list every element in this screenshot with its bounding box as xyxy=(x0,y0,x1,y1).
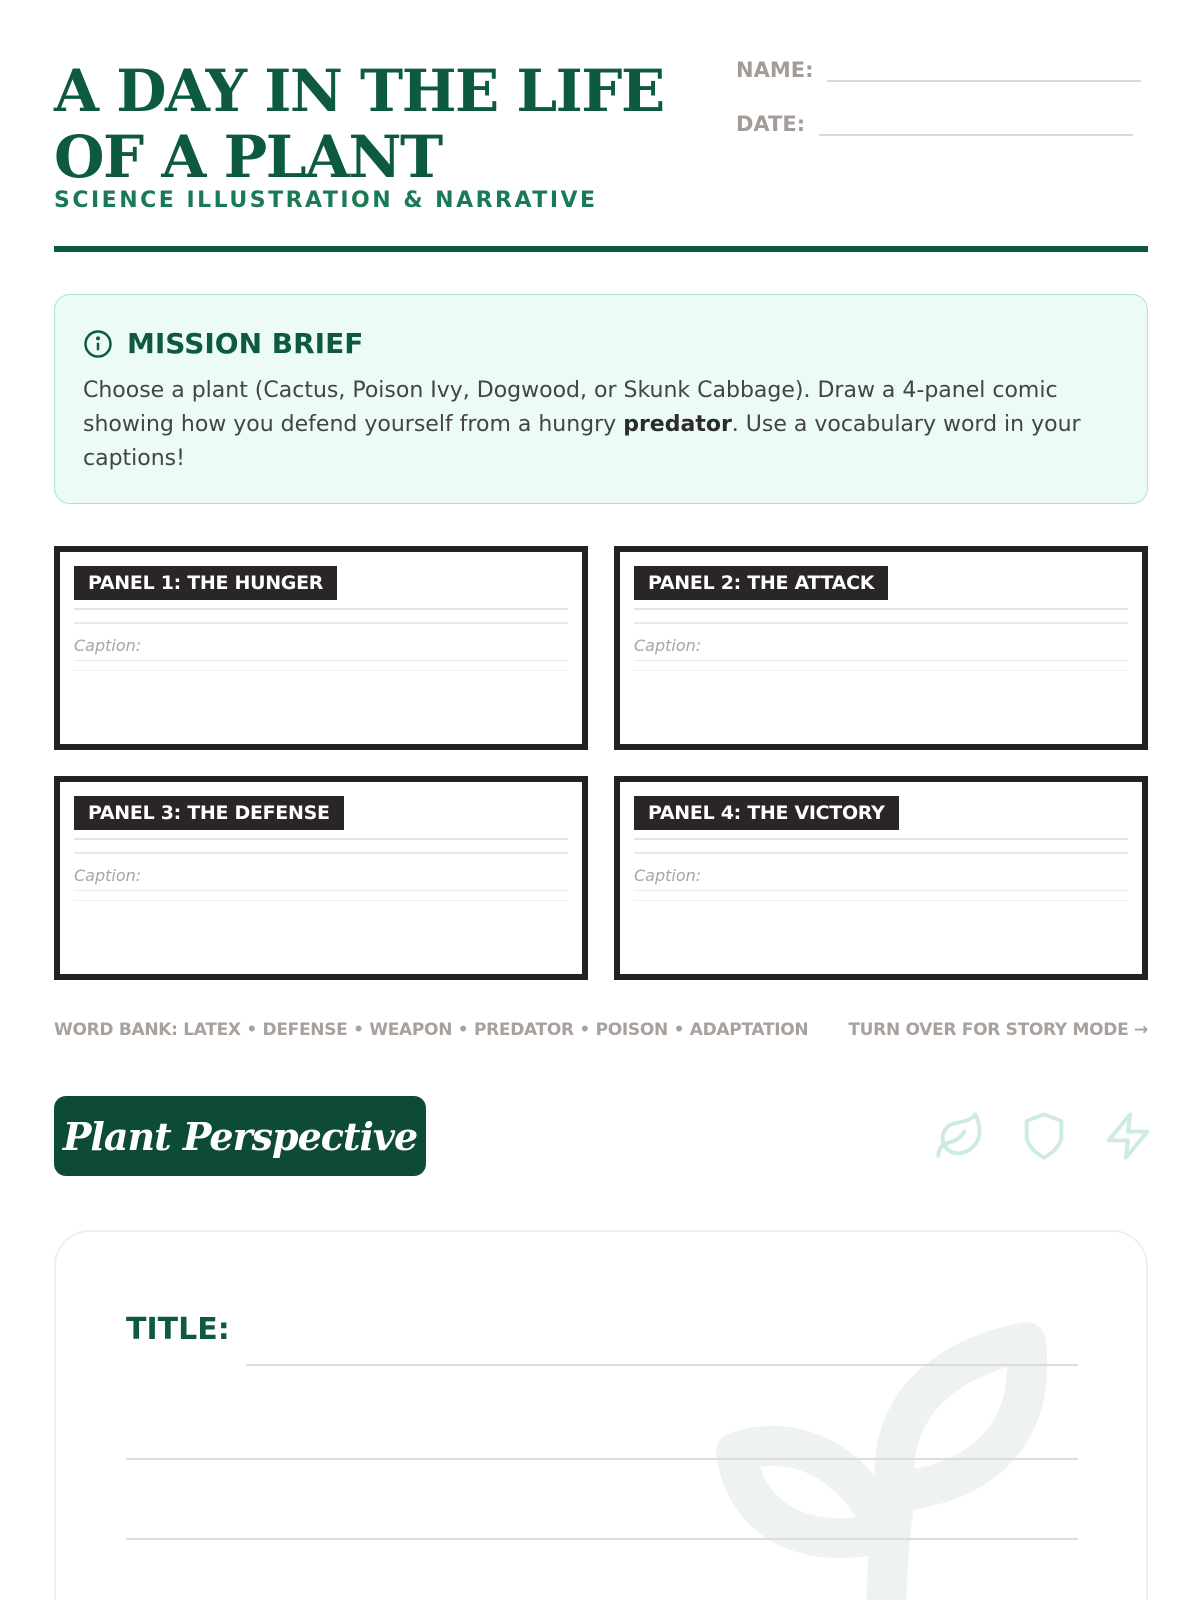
panel-line xyxy=(634,838,1128,840)
panel-line xyxy=(74,838,568,840)
worksheet-header xyxy=(54,57,1148,213)
page-subtitle: SCIENCE ILLUSTRATION & NARRATIVE xyxy=(54,188,598,213)
sprout-watermark-icon xyxy=(706,1302,1066,1600)
plant-perspective-badge xyxy=(54,1096,426,1176)
panel-line xyxy=(74,852,568,854)
brief-header xyxy=(83,327,1119,360)
comic-panel-2[interactable] xyxy=(614,546,1148,750)
caption-line[interactable] xyxy=(74,670,568,671)
brief-text-bold: predator xyxy=(623,412,732,437)
name-label: NAME: xyxy=(736,58,814,82)
caption-line[interactable] xyxy=(634,900,1128,901)
panel-line xyxy=(74,622,568,624)
caption-line[interactable] xyxy=(634,660,1128,661)
turn-over-note: TURN OVER FOR STORY MODE → xyxy=(848,1020,1148,1040)
panel-label: PANEL 2: THE ATTACK xyxy=(634,566,888,600)
name-line[interactable] xyxy=(827,80,1141,82)
panel-line xyxy=(634,852,1128,854)
header-divider xyxy=(54,246,1148,252)
title-input-line[interactable] xyxy=(246,1364,1078,1366)
caption-line[interactable] xyxy=(74,890,568,891)
word-bank: WORD BANK: LATEX • DEFENSE • WEAPON • PREDATOR • POISON • ADAPTATION xyxy=(54,1020,809,1040)
caption-line[interactable] xyxy=(74,900,568,901)
comic-panel-4[interactable] xyxy=(614,776,1148,980)
panel-label: PANEL 1: THE HUNGER xyxy=(74,566,337,600)
date-line[interactable] xyxy=(819,134,1133,136)
brief-title: MISSION BRIEF xyxy=(127,327,364,360)
date-field[interactable] xyxy=(736,112,1133,136)
story-writing-line[interactable] xyxy=(126,1458,1078,1460)
caption-line[interactable] xyxy=(74,660,568,661)
panel-label: PANEL 4: THE VICTORY xyxy=(634,796,899,830)
panel-label: PANEL 3: THE DEFENSE xyxy=(74,796,344,830)
decor-icons xyxy=(934,1110,1154,1162)
comic-panel-1[interactable] xyxy=(54,546,588,750)
panel-line xyxy=(634,622,1128,624)
caption-label: Caption: xyxy=(74,636,142,655)
lightning-icon xyxy=(1102,1110,1154,1162)
story-writing-line[interactable] xyxy=(126,1538,1078,1540)
page-title: A DAY IN THE LIFE OF A PLANT xyxy=(54,57,664,191)
caption-label: Caption: xyxy=(634,636,702,655)
brief-text-end: . Use a vocabulary word in your captions! xyxy=(83,412,1081,471)
brief-text-start: Choose a plant (Cactus, Poison Ivy, Dogwood, or Skunk Cabbage). Draw a 4-panel comic showing how you defend yourself from a hungry xyxy=(83,378,1058,437)
story-title-label: TITLE: xyxy=(126,1312,230,1347)
caption-line[interactable] xyxy=(634,670,1128,671)
date-label: DATE: xyxy=(736,112,806,136)
panel-line xyxy=(634,608,1128,610)
shield-icon xyxy=(1018,1110,1070,1162)
comic-panel-3[interactable] xyxy=(54,776,588,980)
badge-label: Plant Perspective xyxy=(62,1113,418,1159)
mission-brief xyxy=(54,294,1148,504)
leaf-icon xyxy=(934,1110,986,1162)
name-field[interactable] xyxy=(736,58,1141,82)
brief-text xyxy=(83,374,1119,476)
caption-label: Caption: xyxy=(634,866,702,885)
story-card xyxy=(54,1230,1148,1600)
info-icon xyxy=(83,329,113,359)
panel-line xyxy=(74,608,568,610)
caption-line[interactable] xyxy=(634,890,1128,891)
caption-label: Caption: xyxy=(74,866,142,885)
